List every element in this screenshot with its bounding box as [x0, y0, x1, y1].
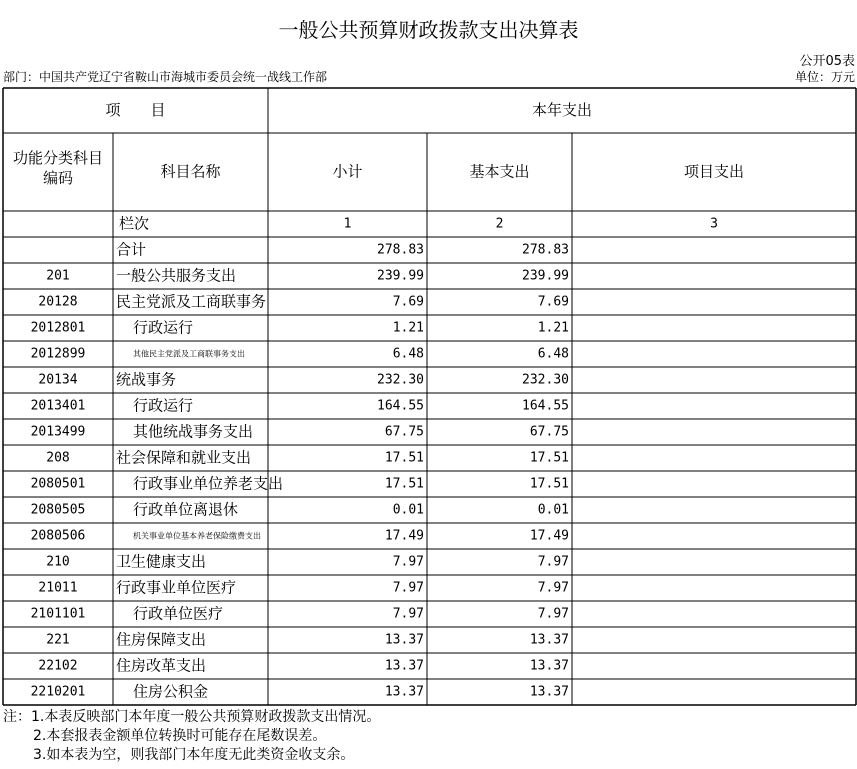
col-index-1: 1 [343, 216, 352, 232]
row-basic: 7.97 [537, 580, 569, 596]
row-name: 住房改革支出 [116, 656, 207, 675]
row-code: 22102 [38, 658, 78, 674]
note-1: 注：1.本表反映部门本年度一般公共预算财政拨款支出情况。 [3, 709, 381, 725]
row-name: 其他民主党派及工商联事务支出 [133, 349, 245, 359]
row-subtotal: 232.30 [377, 372, 424, 388]
row-basic: 13.37 [529, 658, 569, 674]
department-label: 部门：中国共产党辽宁省鞍山市海城市委员会统一战线工作部 [3, 70, 328, 84]
col-index-3: 3 [710, 216, 718, 232]
row-code: 210 [46, 554, 70, 570]
row-name: 行政运行 [133, 396, 194, 415]
row-name: 机关事业单位基本养老保险缴费支出 [133, 531, 261, 541]
row-basic: 1.21 [537, 320, 569, 336]
row-basic: 6.48 [537, 346, 569, 362]
row-name: 行政单位医疗 [133, 604, 224, 623]
row-subtotal: 164.55 [377, 398, 424, 414]
row-code: 2080505 [30, 502, 86, 518]
row-basic: 7.97 [537, 554, 569, 570]
row-subtotal: 278.83 [377, 242, 424, 258]
row-subtotal: 67.75 [384, 424, 424, 440]
row-basic: 0.01 [537, 502, 569, 518]
row-name: 卫生健康支出 [116, 552, 207, 571]
row-code: 20134 [38, 372, 78, 388]
row-subtotal: 7.97 [392, 580, 424, 596]
header-name: 科目名称 [160, 162, 221, 181]
row-name: 住房公积金 [133, 682, 209, 701]
row-code: 2101101 [30, 606, 86, 622]
row-name: 行政事业单位养老支出 [133, 474, 284, 493]
row-code: 21011 [38, 580, 78, 596]
row-subtotal: 17.51 [384, 476, 424, 492]
row-code: 201 [46, 268, 70, 284]
row-subtotal: 7.97 [392, 554, 424, 570]
row-basic: 13.37 [529, 684, 569, 700]
header-basic: 基本支出 [469, 162, 530, 181]
row-basic: 239.99 [522, 268, 569, 284]
row-basic: 13.37 [529, 632, 569, 648]
row-name: 行政事业单位医疗 [116, 578, 237, 597]
note-3: 3.如本表为空，则我部门本年度无此类资金收支余。 [33, 747, 355, 763]
row-name: 行政运行 [133, 318, 194, 337]
row-subtotal: 17.49 [384, 528, 424, 544]
row-basic: 17.51 [529, 476, 569, 492]
row-subtotal: 13.37 [384, 658, 424, 674]
row-code: 2080501 [30, 476, 86, 492]
row-name: 合计 [116, 240, 147, 259]
report-title: 一般公共预算财政拨款支出决算表 [278, 18, 579, 42]
row-name: 行政单位离退休 [133, 500, 239, 519]
row-subtotal: 7.69 [392, 294, 424, 310]
row-code: 2013499 [30, 424, 86, 440]
row-code: 2013401 [30, 398, 86, 414]
header-code: 功能分类科目编码 [12, 149, 104, 187]
row-basic: 232.30 [522, 372, 569, 388]
header-project: 项目支出 [683, 162, 745, 181]
row-code: 221 [46, 632, 70, 648]
header-subtotal: 小计 [332, 162, 363, 181]
row-subtotal: 0.01 [392, 502, 424, 518]
col-index-2: 2 [495, 216, 504, 232]
row-basic: 17.51 [529, 450, 569, 466]
row-subtotal: 13.37 [384, 684, 424, 700]
row-name: 社会保障和就业支出 [116, 448, 252, 467]
row-subtotal: 239.99 [377, 268, 424, 284]
row-code: 20128 [38, 294, 78, 310]
row-basic: 67.75 [529, 424, 569, 440]
row-code: 2012899 [30, 346, 86, 362]
form-code: 公开05表 [799, 54, 855, 69]
row-name: 一般公共服务支出 [116, 266, 237, 285]
col-label: 栏次 [119, 214, 150, 233]
row-subtotal: 13.37 [384, 632, 424, 648]
row-basic: 278.83 [522, 242, 569, 258]
header-current-year: 本年支出 [531, 101, 593, 119]
row-basic: 7.97 [537, 606, 569, 622]
row-subtotal: 1.21 [392, 320, 424, 336]
unit-label: 单位：万元 [794, 70, 855, 84]
note-2: 2.本套报表金额单位转换时可能存在尾数误差。 [33, 728, 327, 744]
row-code: 208 [46, 450, 70, 466]
row-code: 2210201 [30, 684, 86, 700]
header-item: 项 目 [105, 101, 166, 119]
row-subtotal: 6.48 [392, 346, 424, 362]
row-basic: 17.49 [529, 528, 569, 544]
row-name: 住房保障支出 [116, 630, 207, 649]
row-name: 民主党派及工商联事务 [116, 292, 267, 311]
row-name: 统战事务 [116, 370, 177, 389]
row-code: 2080506 [30, 528, 86, 544]
row-basic: 7.69 [537, 294, 569, 310]
row-subtotal: 7.97 [392, 606, 424, 622]
notes [3, 708, 380, 765]
row-code: 2012801 [30, 320, 86, 336]
row-subtotal: 17.51 [384, 450, 424, 466]
row-basic: 164.55 [522, 398, 569, 414]
row-name: 其他统战事务支出 [133, 422, 254, 441]
